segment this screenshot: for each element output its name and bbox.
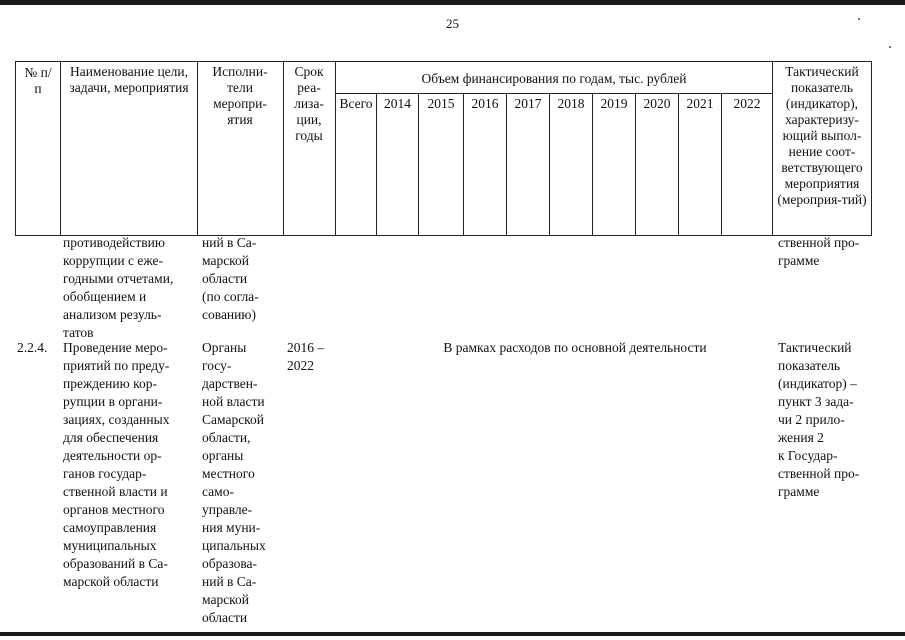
text-line: жения 2 bbox=[778, 430, 824, 445]
text-line: (индикатор) – bbox=[778, 376, 857, 391]
col-line-2 bbox=[197, 61, 198, 236]
text-line: само- bbox=[202, 484, 234, 499]
text-line: ственной власти и bbox=[63, 484, 168, 499]
scan-speck bbox=[889, 46, 891, 48]
text-line: противодействию bbox=[63, 235, 165, 250]
text-line: Самарской bbox=[202, 412, 265, 427]
text-line: для обеспечения bbox=[63, 430, 159, 445]
text-line: дарствен- bbox=[202, 376, 258, 391]
text-line: самоуправления bbox=[63, 520, 157, 535]
col-line-3 bbox=[283, 61, 284, 236]
top-border bbox=[0, 0, 905, 5]
col-line-right bbox=[871, 61, 872, 236]
year-col-2018: 2018 bbox=[549, 94, 592, 235]
row-num: 2.2.4. bbox=[17, 340, 48, 355]
text-line: (по согла- bbox=[202, 289, 259, 304]
text-line: ний в Са- bbox=[202, 235, 257, 250]
header-num: № п/п bbox=[24, 65, 52, 96]
text-line: зациях, созданных bbox=[63, 412, 170, 427]
text-line: приятий по преду- bbox=[63, 358, 170, 373]
text-line: марской bbox=[202, 253, 250, 268]
text-line: области bbox=[202, 271, 248, 286]
text-line: показатель bbox=[778, 358, 841, 373]
table-border-top bbox=[15, 61, 872, 62]
text-line: области, bbox=[202, 430, 251, 445]
header-term: Срок реа-лиза-ции, годы bbox=[294, 64, 324, 143]
bottom-border bbox=[0, 632, 905, 636]
text-line: годными отчетами, bbox=[63, 271, 174, 286]
header-indicator: Тактический показатель (индикатор), характеризу-ющий выпол-нение соот-ветствующего мероприятия (мероприя-тий) bbox=[777, 64, 867, 207]
text-line: Проведение меро- bbox=[63, 340, 168, 355]
year-col-total: Всего bbox=[335, 94, 376, 235]
cont-name bbox=[63, 234, 197, 342]
text-line: ной власти bbox=[202, 394, 265, 409]
text-line: органы bbox=[202, 448, 244, 463]
year-col-2021: 2021 bbox=[678, 94, 721, 235]
text-line: Тактический bbox=[778, 340, 852, 355]
year-columns bbox=[335, 94, 772, 235]
text-line: Органы bbox=[202, 340, 247, 355]
text-line: 2016 – bbox=[287, 340, 325, 355]
header-name: Наименование цели, задачи, мероприятия bbox=[69, 64, 189, 95]
text-line: образований в Са- bbox=[63, 556, 168, 571]
text-line: ственной про- bbox=[778, 466, 860, 481]
text-line: грамме bbox=[778, 484, 820, 499]
col-line-1 bbox=[60, 61, 61, 236]
text-line: рупции в органи- bbox=[63, 394, 163, 409]
text-line: местного bbox=[202, 466, 255, 481]
row-term bbox=[287, 339, 335, 375]
cont-indicator bbox=[778, 234, 872, 270]
row-indicator bbox=[778, 339, 878, 501]
text-line: анализом резуль- bbox=[63, 307, 162, 322]
text-line: грамме bbox=[778, 253, 820, 268]
text-line: сованию) bbox=[202, 307, 256, 322]
year-col-2014: 2014 bbox=[376, 94, 418, 235]
row-name bbox=[63, 339, 197, 591]
year-col-2019: 2019 bbox=[592, 94, 635, 235]
text-line: госу- bbox=[202, 358, 232, 373]
text-line: ний в Са- bbox=[202, 574, 257, 589]
text-line: ганов государ- bbox=[63, 466, 147, 481]
text-line: управле- bbox=[202, 502, 253, 517]
text-line: преждению кор- bbox=[63, 376, 157, 391]
header-executor: Исполни-тели меропри-ятия bbox=[212, 64, 268, 127]
col-line-5 bbox=[772, 61, 773, 236]
text-line: органов местного bbox=[63, 502, 165, 517]
text-line: муниципальных bbox=[63, 538, 157, 553]
text-line: татов bbox=[63, 325, 94, 340]
text-line: образова- bbox=[202, 556, 258, 571]
text-line: деятельности ор- bbox=[63, 448, 162, 463]
row-executor bbox=[202, 339, 282, 627]
year-col-2015: 2015 bbox=[418, 94, 463, 235]
text-line: 2022 bbox=[287, 358, 314, 373]
year-col-2022: 2022 bbox=[721, 94, 772, 235]
col-line-left bbox=[15, 61, 16, 236]
page-number: 25 bbox=[446, 16, 459, 31]
text-line: ципальных bbox=[202, 538, 266, 553]
year-col-2016: 2016 bbox=[463, 94, 506, 235]
text-line: области bbox=[202, 610, 248, 625]
text-line: ния муни- bbox=[202, 520, 261, 535]
text-line: марской bbox=[202, 592, 250, 607]
text-line: марской области bbox=[63, 574, 159, 589]
text-line: обобщением и bbox=[63, 289, 147, 304]
text-line: к Государ- bbox=[778, 448, 838, 463]
text-line: пункт 3 зада- bbox=[778, 394, 854, 409]
year-col-2020: 2020 bbox=[635, 94, 678, 235]
year-col-2017: 2017 bbox=[506, 94, 549, 235]
cont-executor bbox=[202, 234, 282, 324]
text-line: коррупции с еже- bbox=[63, 253, 163, 268]
header-financing: Объем финансирования по годам, тыс. рублей bbox=[421, 71, 687, 86]
text-line: чи 2 прило- bbox=[778, 412, 845, 427]
text-line: ственной про- bbox=[778, 235, 860, 250]
row-financing: В рамках расходов по основной деятельности bbox=[443, 340, 707, 355]
